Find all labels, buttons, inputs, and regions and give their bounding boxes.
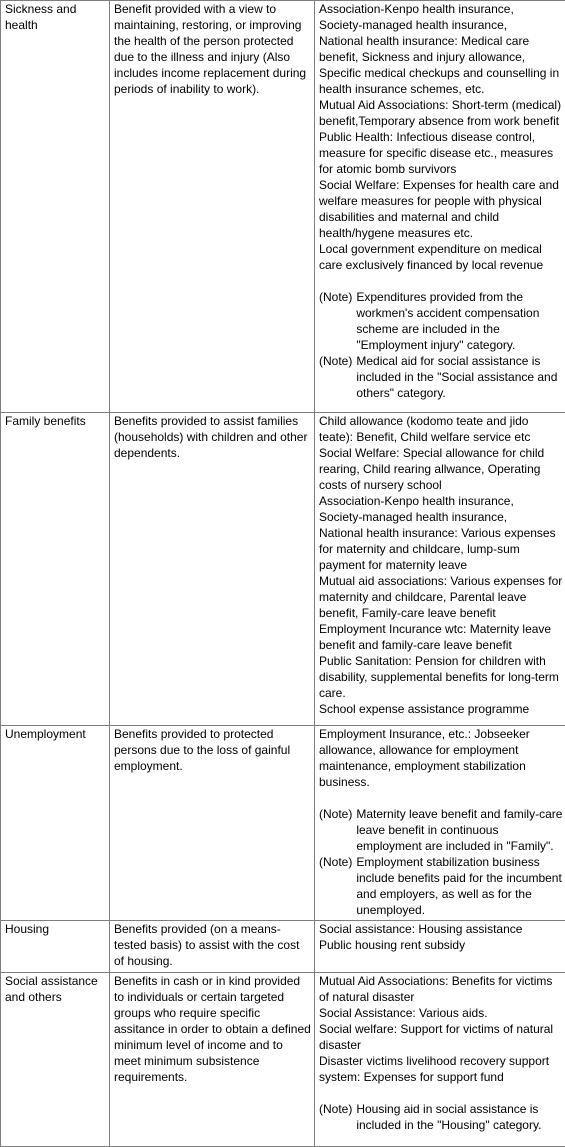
definition-cell: Benefits provided (on a means-tested basis) to assist with the cost of housing. (110, 921, 315, 973)
programs-cell (315, 1, 565, 413)
program-item: Employment Incurance wtc: Maternity leave benefit and family-care leave benefit (319, 621, 563, 653)
program-item: Child allowance (kodomo teate and jido teate): Benefit, Child welfare service etc (319, 413, 563, 445)
category-cell: Family benefits (1, 413, 110, 726)
table-row (1, 1, 565, 413)
definition-cell: Benefits in cash or in kind provided to individuals or certain targeted groups who require specific assitance in order to obtain a defined minimum level of income and to meet minimum subsistence requirements. (110, 973, 315, 1147)
table-row (1, 726, 565, 921)
program-item: Employment Insurance, etc.: Jobseeker allowance, allowance for employment maintenance, employment stabilization business. (319, 726, 563, 790)
note (319, 854, 563, 918)
benefits-table-body (1, 1, 565, 1147)
note-text: Medical aid for social assistance is included in the "Social assistance and others" category. (356, 353, 563, 401)
definition-cell: Benefits provided to assist families (households) with children and other dependents. (110, 413, 315, 726)
programs-cell (315, 973, 565, 1147)
note-label: (Note) (319, 353, 356, 401)
note-text: Expenditures provided from the workmen's accident compensation scheme are included in the "Employment injury" category. (356, 289, 563, 353)
note (319, 806, 563, 854)
programs-cell (315, 413, 565, 726)
program-item: Social assistance: Housing assistance (319, 921, 563, 937)
program-item: Association-Kenpo health insurance, (319, 493, 563, 509)
note-label: (Note) (319, 854, 356, 918)
definition-cell: Benefit provided with a view to maintaining, restoring, or improving the health of the person protected due to the illness and injury (Also includes income replacement during periods of inability to work). (110, 1, 315, 413)
spacer (319, 273, 563, 289)
program-item: Society-managed health insurance, (319, 509, 563, 525)
note (319, 289, 563, 353)
programs-cell (315, 921, 565, 973)
table-row (1, 973, 565, 1147)
category-cell: Housing (1, 921, 110, 973)
program-item: Social welfare: Support for victims of natural disaster (319, 1021, 563, 1053)
note-label: (Note) (319, 289, 356, 353)
program-item: National health insurance: Medical care benefit, Sickness and injury allowance, Specific medical checkups and counselling in health insurance schemes, etc. (319, 33, 563, 97)
program-item: Public Sanitation: Pension for children with disability, supplemental benefits for long-term care. (319, 653, 563, 701)
note-label: (Note) (319, 1101, 356, 1133)
program-item: Public housing rent subsidy (319, 937, 563, 953)
spacer (319, 790, 563, 806)
program-item: Social Welfare: Expenses for health care and welfare measures for people with physical disabilities and maternal and child health/hygene measures etc. (319, 177, 563, 241)
program-item: Public Health: Infectious disease control, measure for specific disease etc., measures for atomic bomb survivors (319, 129, 563, 177)
program-item: Association-Kenpo health insurance, (319, 1, 563, 17)
note-label: (Note) (319, 806, 356, 854)
category-cell: Unemployment (1, 726, 110, 921)
program-item: Mutual Aid Associations: Benefits for victims of natural disaster (319, 973, 563, 1005)
note-text: Housing aid in social assistance is included in the "Housing" category. (356, 1101, 563, 1133)
category-cell: Sickness and health (1, 1, 110, 413)
table-row (1, 413, 565, 726)
programs-cell (315, 726, 565, 921)
program-item: Local government expenditure on medical care exclusively financed by local revenue (319, 241, 563, 273)
category-cell: Social assistance and others (1, 973, 110, 1147)
spacer (319, 1085, 563, 1101)
note (319, 353, 563, 401)
note-text: Maternity leave benefit and family-care leave benefit in continuous employment are included in "Family". (356, 806, 563, 854)
table-row (1, 921, 565, 973)
program-item: Disaster victims livelihood recovery support system: Expenses for support fund (319, 1053, 563, 1085)
program-item: Society-managed health insurance, (319, 17, 563, 33)
program-item: National health insurance: Various expenses for maternity and childcare, lump-sum payment for maternity leave (319, 525, 563, 573)
note (319, 1101, 563, 1133)
note-text: Employment stabilization business include benefits paid for the incumbent and employers, as well as for the unemployed. (356, 854, 563, 918)
program-item: Social Assistance: Various aids. (319, 1005, 563, 1021)
program-item: Mutual Aid Associations: Short-term (medical) benefit,Temporary absence from work benefit (319, 97, 563, 129)
program-item: School expense assistance programme (319, 701, 563, 717)
program-item: Social Welfare: Special allowance for child rearing, Child rearing allwance, Operating costs of nursery school (319, 445, 563, 493)
program-item: Mutual aid associations: Various expenses for maternity and childcare, Parental leave benefit, Family-care leave benefit (319, 573, 563, 621)
definition-cell: Benefits provided to protected persons due to the loss of gainful employment. (110, 726, 315, 921)
